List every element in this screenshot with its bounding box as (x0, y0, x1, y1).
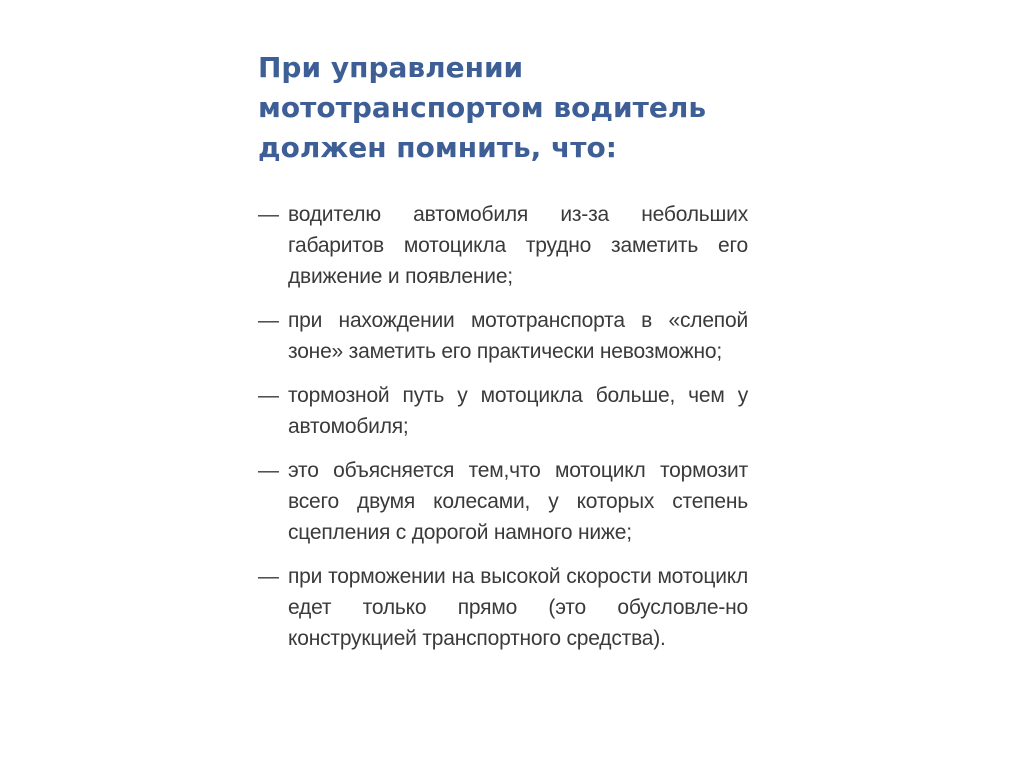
title-line: мототранспортом водитель (258, 91, 707, 124)
dash-bullet: — (258, 384, 279, 407)
content-block (258, 48, 748, 667)
title-line: должен помнить, что: (258, 131, 617, 164)
dash-bullet: — (258, 309, 279, 332)
dash-bullet: — (258, 459, 279, 482)
title-line: При управлении (258, 51, 524, 84)
list-item (258, 199, 748, 292)
list-item (258, 561, 748, 654)
list-item-text: при торможении на высокой скорости мотоцикл едет только прямо (это обусловле-но конструкцией транспортного средства). (288, 565, 748, 650)
list-item (258, 380, 748, 442)
slide-title (258, 48, 748, 168)
rules-list (258, 199, 748, 654)
list-item-text: тормозной путь у мотоцикла больше, чем у автомобиля; (288, 384, 748, 438)
list-item-text: водителю автомобиля из-за небольших габаритов мотоцикла трудно заметить его движение и появление; (288, 203, 748, 288)
list-item-text: это объясняется тем,что мотоцикл тормозит всего двумя колесами, у которых степень сцепления с дорогой намного ниже; (288, 459, 748, 544)
list-item (258, 305, 748, 367)
list-item (258, 455, 748, 548)
list-item-text: при нахождении мототранспорта в «слепой зоне» заметить его практически невозможно; (288, 309, 748, 363)
dash-bullet: — (258, 565, 279, 588)
dash-bullet: — (258, 203, 279, 226)
